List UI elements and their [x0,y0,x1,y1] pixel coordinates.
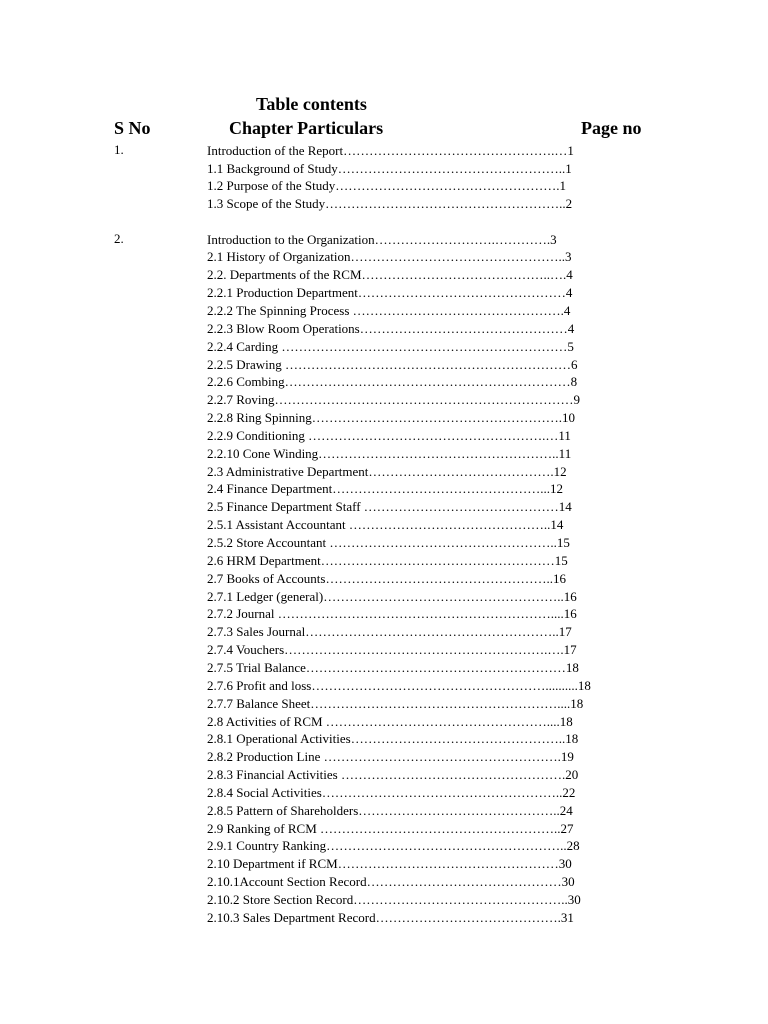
toc-entry: 2.2. Departments of the RCM……………………………………..….4 [207,267,573,282]
toc-entry: 2.10.2 Store Section Record…………………………………………..30 [207,892,581,907]
toc-entry: 2.8.3 Financial Activities …………………………………………….20 [207,767,579,782]
toc-entry: 2.10.1Account Section Record………………………………………30 [207,874,575,889]
toc-entry: 2.6 HRM Department………………………………………………15 [207,553,568,568]
toc-entry: 2.2.8 Ring Spinning………………………………………………….10 [207,410,575,425]
toc-entry: 2.7.4 Vouchers…………………………………………………….….17 [207,642,577,657]
toc-entry: 2.9 Ranking of RCM ………………………………………………..27 [207,821,574,836]
toc-entry: 2.5.1 Assistant Accountant ………………………………………..14 [207,517,564,532]
toc-entry: 2.2.4 Carding …………………………………………………………5 [207,339,574,354]
toc-entry: 2.8.5 Pattern of Shareholders………………………………………..24 [207,803,573,818]
toc-entry: Introduction to the Organization……………………….………….3 [207,232,557,247]
toc-entry: 2.10 Department if RCM……………………………………………30 [207,856,572,871]
toc-entry: 2.5 Finance Department Staff ………………………………………14 [207,499,572,514]
toc-title: Table contents [256,94,367,114]
toc-entry: 2.2.6 Combing…………………………………………………………8 [207,374,578,389]
toc-entry: 2.2.7 Roving……………………………………………………………9 [207,392,581,407]
toc-entry: 2.2.10 Cone Winding………………………………………………..11 [207,446,572,461]
toc-entry: 2.2.9 Conditioning ……………………………………………….…11 [207,428,571,443]
toc-entry: 2.2.2 The Spinning Process ………………………………………….4 [207,303,571,318]
toc-entry: 2.2.5 Drawing …………………………………………………………6 [207,357,578,372]
toc-entry: 2.8.2 Production Line ……………………………………………….19 [207,749,574,764]
toc-entry: 2.9.1 Country Ranking………………………………………………..28 [207,838,580,853]
toc-entry: 2.3 Administrative Department…………………………………….12 [207,464,567,479]
toc-entry: 2.7.1 Ledger (general)………………………………………………..16 [207,589,577,604]
header-page: Page no [581,118,642,138]
toc-entry: 2.7 Books of Accounts……………………………………………..16 [207,571,566,586]
toc-entry: 2.7.2 Journal ………………………………………………………....16 [207,606,577,621]
toc-entry: 2.4 Finance Department…………………………………………...12 [207,481,564,496]
toc-entry: Introduction of the Report………………………………………….…1 [207,143,574,158]
toc-entry: 2.8.4 Social Activities………………………………………………..22 [207,785,576,800]
toc-entry: 2.7.6 Profit and loss………………………………………………..........18 [207,678,591,693]
header-chapter: Chapter Particulars [229,118,384,138]
toc-entry: 2.8.1 Operational Activities…………………………………………..18 [207,731,579,746]
toc-entry: 2.1 History of Organization…………………………………………..3 [207,249,572,264]
section-number: 1. [114,142,124,157]
section-number: 2. [114,231,124,246]
toc-entry: 2.8 Activities of RCM ……………………………………………....18 [207,714,573,729]
toc-entry: 1.1 Background of Study……………………………………………..1 [207,161,572,176]
toc-entry: 1.3 Scope of the Study………………………………………………..2 [207,196,573,211]
toc-entry: 1.2 Purpose of the Study…………………………………………….1 [207,178,566,193]
header-sno: S No [114,118,151,138]
toc-entry: 2.2.1 Production Department…………………………………………4 [207,285,573,300]
toc-entry: 2.5.2 Store Accountant ……………………………………………..15 [207,535,570,550]
toc-entry: 2.7.3 Sales Journal…………………………………………………..17 [207,624,572,639]
toc-entry: 2.2.3 Blow Room Operations…………………………………………4 [207,321,575,336]
toc-entry: 2.10.3 Sales Department Record…………………………………….31 [207,910,574,925]
toc-entry: 2.7.5 Trial Balance……………………………………………………18 [207,660,579,675]
toc-entry: 2.7.7 Balance Sheet…………………………………………………....18 [207,696,584,711]
